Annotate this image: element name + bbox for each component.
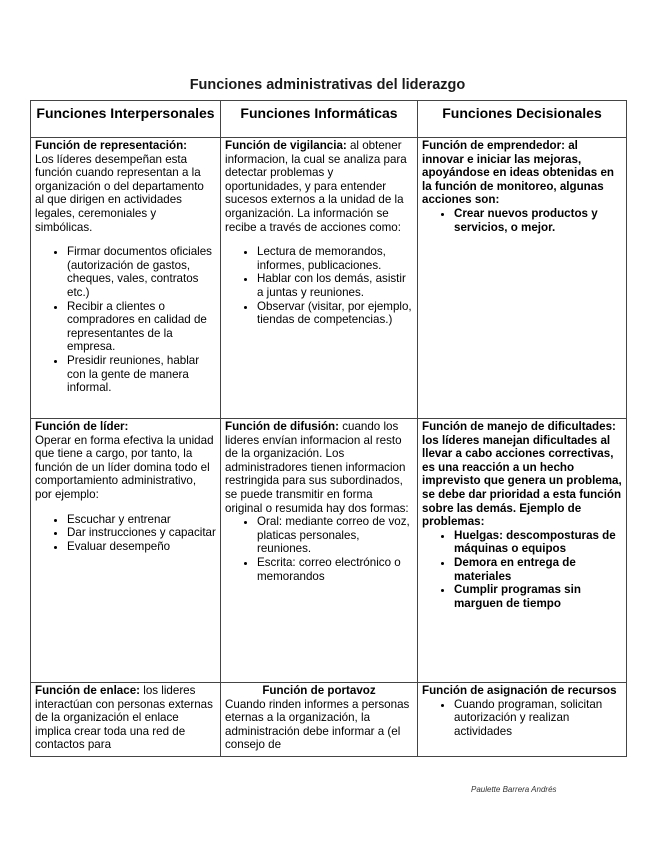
table-row bbox=[31, 683, 627, 757]
document-title: Funciones administrativas del liderazgo bbox=[189, 77, 466, 93]
bullet-list bbox=[35, 245, 216, 395]
cell-heading: Función de vigilancia: bbox=[225, 139, 347, 152]
cell-text: Los líderes desempeñan esta función cuando representan a la organización o del departamento al que dirigen en actividades legales, ceremoniales y simbólicas. bbox=[35, 152, 204, 234]
bullet-list bbox=[422, 698, 622, 739]
header-informaticas: Funciones Informáticas bbox=[221, 101, 418, 138]
cell-enlace bbox=[31, 683, 221, 757]
cell-text: Operar en forma efectiva la unidad que tiene a cargo, por tanto, la función de un líder domina todo el comportamiento administrativo, por ejemplo: bbox=[35, 433, 214, 501]
list-item: • Oral: mediante correo de voz, platicas personales, reuniones. bbox=[257, 515, 413, 556]
list-item: • Presidir reuniones, hablar con la gente de manera informal. bbox=[67, 354, 216, 395]
list-item: • Lectura de memorandos, informes, publicaciones. bbox=[257, 245, 413, 272]
author-footer: Paulette Barrera Andrés bbox=[471, 785, 557, 794]
cell-text: Cuando rinden informes a personas eternas a la organización, la administración debe informar a (el consejo de bbox=[225, 697, 410, 752]
cell-manejo-dificultades bbox=[418, 419, 627, 683]
list-item: • Firmar documentos oficiales (autorización de gastos, cheques, vales, contratos etc.) bbox=[67, 245, 216, 299]
list-item: • Recibir a clientes o compradores en calidad de representantes de la empresa. bbox=[67, 300, 216, 354]
bullet-list bbox=[422, 207, 622, 234]
cell-heading: Función de portavoz bbox=[262, 684, 376, 697]
cell-vigilancia bbox=[221, 138, 418, 419]
cell-representacion bbox=[31, 138, 221, 419]
bullet-list bbox=[225, 245, 413, 327]
list-item: • Dar instrucciones y capacitar bbox=[67, 526, 216, 540]
table-header-row bbox=[31, 101, 627, 138]
cell-text: los lideres interactúan con personas externas de la organización el enlace implica crear toda una red de contactos para bbox=[35, 684, 213, 752]
list-item: • Crear nuevos productos y servicios, o mejor. bbox=[454, 207, 622, 234]
cell-text: Función de manejo de dificultades: los líderes manejan dificultades al llevar a cabo acciones correctivas, es una reacción a un hecho imprevisto que genera un problema, se debe dar prioridad a esta función sobre las demás. Ejemplo de problemas: bbox=[422, 420, 622, 529]
cell-heading: Función de enlace: bbox=[35, 684, 141, 697]
list-item: • Cuando programan, solicitan autorización y realizan actividades bbox=[454, 698, 622, 739]
list-item: • Cumplir programas sin marguen de tiempo bbox=[454, 583, 622, 610]
table-row bbox=[31, 138, 627, 419]
list-item: • Hablar con los demás, asistir a juntas y reuniones. bbox=[257, 272, 413, 299]
cell-heading: Función de líder: bbox=[35, 420, 129, 433]
cell-text: al obtener informacion, la cual se analiza para detectar problemas y oportunidades, y para entender sucesos externos a la unidad de la organización. La información se recibe a través de acciones como: bbox=[225, 139, 407, 234]
cell-difusion bbox=[221, 419, 418, 683]
list-item: • Escrita: correo electrónico o memorandos bbox=[257, 556, 413, 583]
list-item: • Observar (visitar, por ejemplo, tiendas de competencias.) bbox=[257, 300, 413, 327]
cell-heading: Función de representación: bbox=[35, 139, 188, 152]
header-decisionales: Funciones Decisionales bbox=[418, 101, 627, 138]
bullet-list bbox=[225, 515, 413, 583]
cell-asignacion-recursos bbox=[418, 683, 627, 757]
cell-text: Función de emprendedor: al innovar e iniciar las mejoras, apoyándose en ideas obtenidas en la función de monitoreo, algunas acciones son: bbox=[422, 139, 614, 207]
bullet-list bbox=[422, 529, 622, 611]
cell-lider bbox=[31, 419, 221, 683]
list-item: • Demora en entrega de materiales bbox=[454, 556, 622, 583]
list-item: • Huelgas: descomposturas de máquinas o equipos bbox=[454, 529, 622, 556]
cell-emprendedor bbox=[418, 138, 627, 419]
functions-table bbox=[30, 100, 627, 757]
cell-heading: Función de difusión: bbox=[225, 420, 339, 433]
bullet-list bbox=[35, 513, 216, 554]
cell-text: cuando los lideres envían informacion al resto de la organización. Los administradores tienen informacion restringida para sus subordinados, se puede transmitir en forma original o resumida hay dos formas: bbox=[225, 420, 409, 515]
cell-portavoz bbox=[221, 683, 418, 757]
list-item: • Evaluar desempeño bbox=[67, 540, 216, 554]
header-interpersonales: Funciones Interpersonales bbox=[31, 101, 221, 138]
list-item: • Escuchar y entrenar bbox=[67, 513, 216, 527]
cell-heading: Función de asignación de recursos bbox=[422, 684, 617, 697]
table-row bbox=[31, 419, 627, 683]
